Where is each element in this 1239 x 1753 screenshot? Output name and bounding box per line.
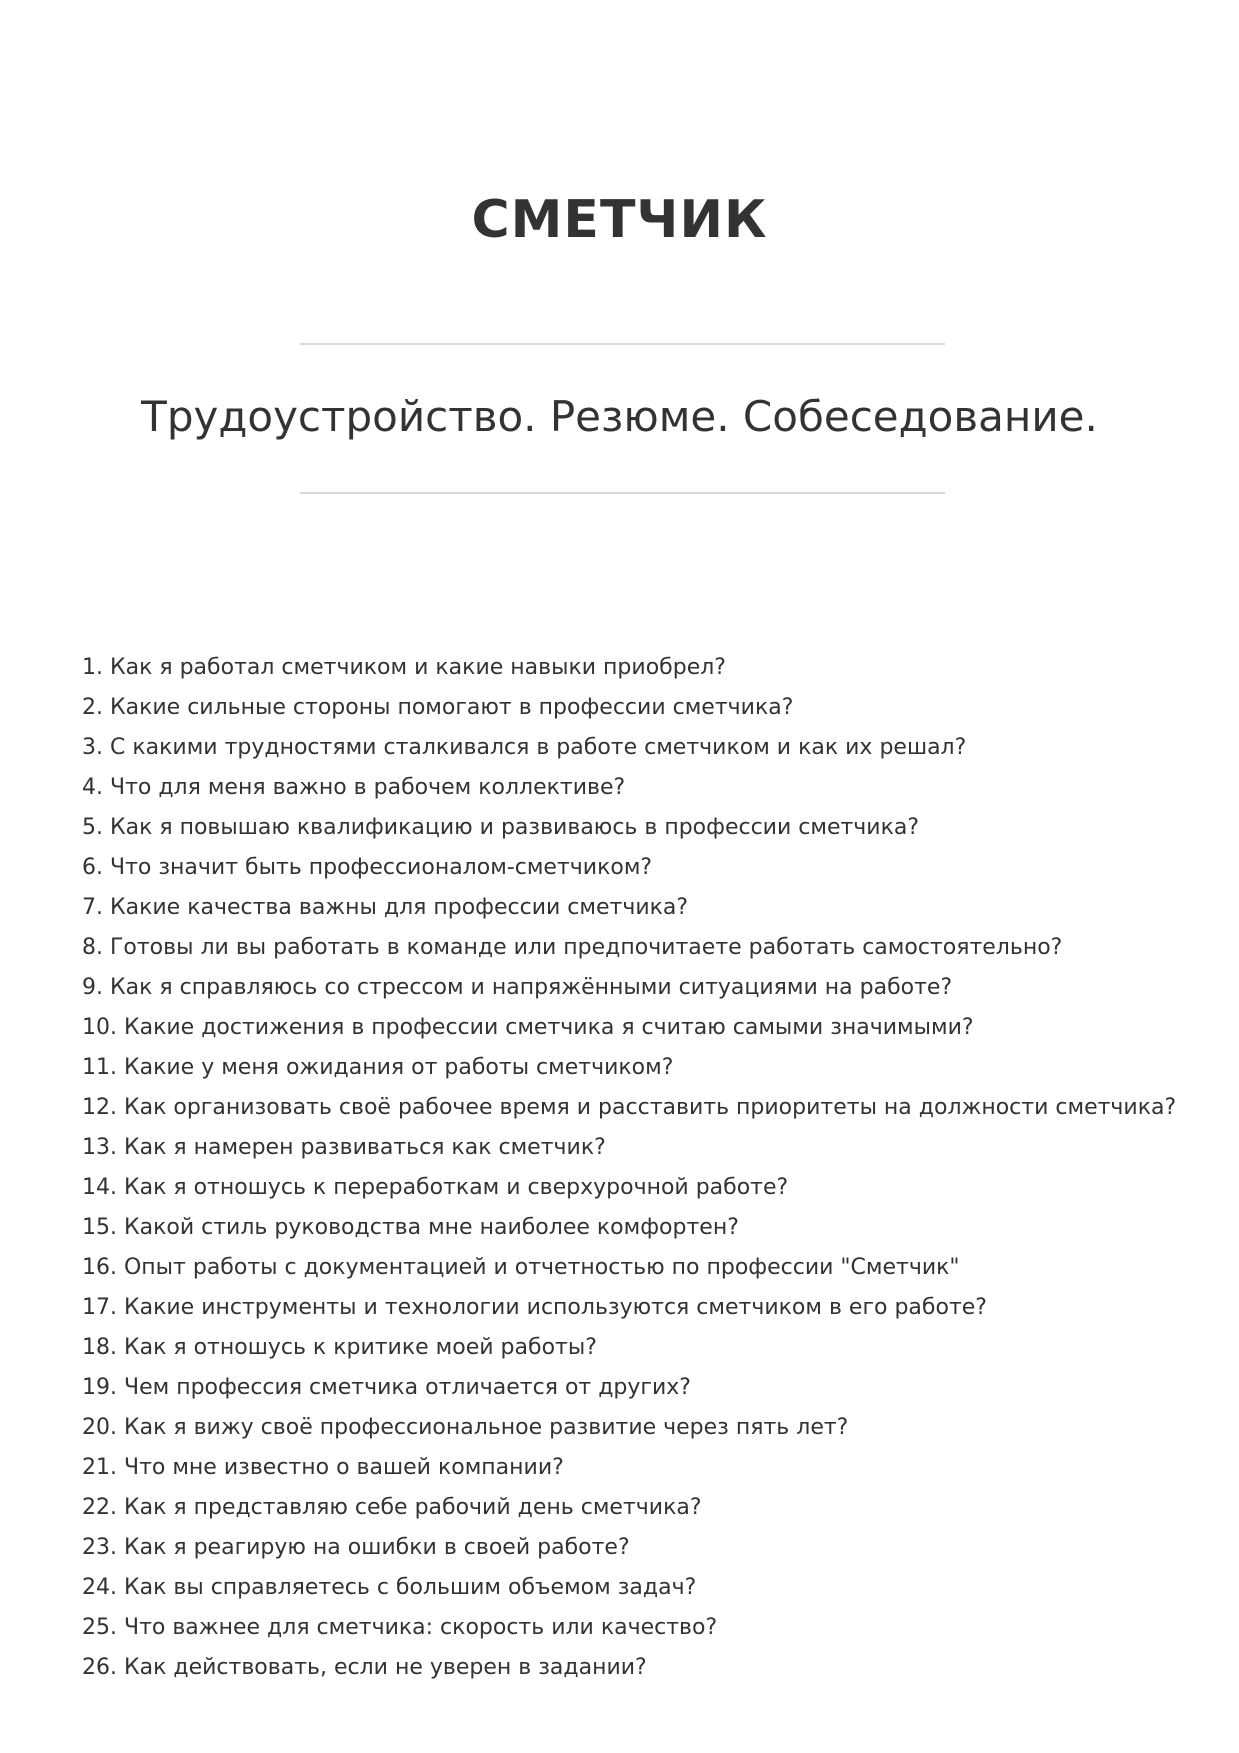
question-item: 4. Что для меня важно в рабочем коллективе? [82,775,626,800]
question-item: 20. Как я вижу своё профессиональное развитие через пять лет? [82,1415,849,1440]
question-item: 19. Чем профессия сметчика отличается от других? [82,1375,691,1400]
question-item: 21. Что мне известно о вашей компании? [82,1455,564,1480]
question-item: 14. Как я отношусь к переработкам и сверхурочной работе? [82,1175,789,1200]
question-item: 15. Какой стиль руководства мне наиболее комфортен? [82,1215,739,1240]
question-item: 26. Как действовать, если не уверен в задании? [82,1655,647,1680]
question-item: 13. Как я намерен развиваться как сметчик? [82,1135,606,1160]
question-item: 7. Какие качества важны для профессии сметчика? [82,895,689,920]
question-item: 6. Что значит быть профессионалом-сметчиком? [82,855,653,880]
title-divider-top [300,343,945,345]
question-item: 22. Как я представляю себе рабочий день сметчика? [82,1495,702,1520]
question-item: 25. Что важнее для сметчика: скорость или качество? [82,1615,718,1640]
question-item: 12. Как организовать своё рабочее время и расставить приоритеты на должности сметчика? [82,1095,1177,1120]
question-item: 9. Как я справляюсь со стрессом и напряжёнными ситуациями на работе? [82,975,953,1000]
question-item: 5. Как я повышаю квалификацию и развиваюсь в профессии сметчика? [82,815,920,840]
question-item: 10. Какие достижения в профессии сметчика я считаю самыми значимыми? [82,1015,974,1040]
title-divider-bottom [300,492,945,494]
question-item: 24. Как вы справляетесь с большим объемом задач? [82,1575,697,1600]
question-item: 11. Какие у меня ожидания от работы сметчиком? [82,1055,674,1080]
question-item: 8. Готовы ли вы работать в команде или предпочитаете работать самостоятельно? [82,935,1063,960]
page-subtitle: Трудоустройство. Резюме. Собеседование. [141,392,1098,441]
question-item: 2. Какие сильные стороны помогают в профессии сметчика? [82,695,794,720]
question-item: 23. Как я реагирую на ошибки в своей работе? [82,1535,630,1560]
question-list [82,648,1176,1688]
page-title: СМЕТЧИК [471,190,768,250]
question-item: 16. Опыт работы с документацией и отчетностью по профессии "Сметчик" [82,1255,960,1280]
question-item: 1. Как я работал сметчиком и какие навыки приобрел? [82,655,726,680]
question-item: 3. С какими трудностями сталкивался в работе сметчиком и как их решал? [82,735,967,760]
question-item: 18. Как я отношусь к критике моей работы? [82,1335,597,1360]
question-item: 17. Какие инструменты и технологии используются сметчиком в его работе? [82,1295,987,1320]
